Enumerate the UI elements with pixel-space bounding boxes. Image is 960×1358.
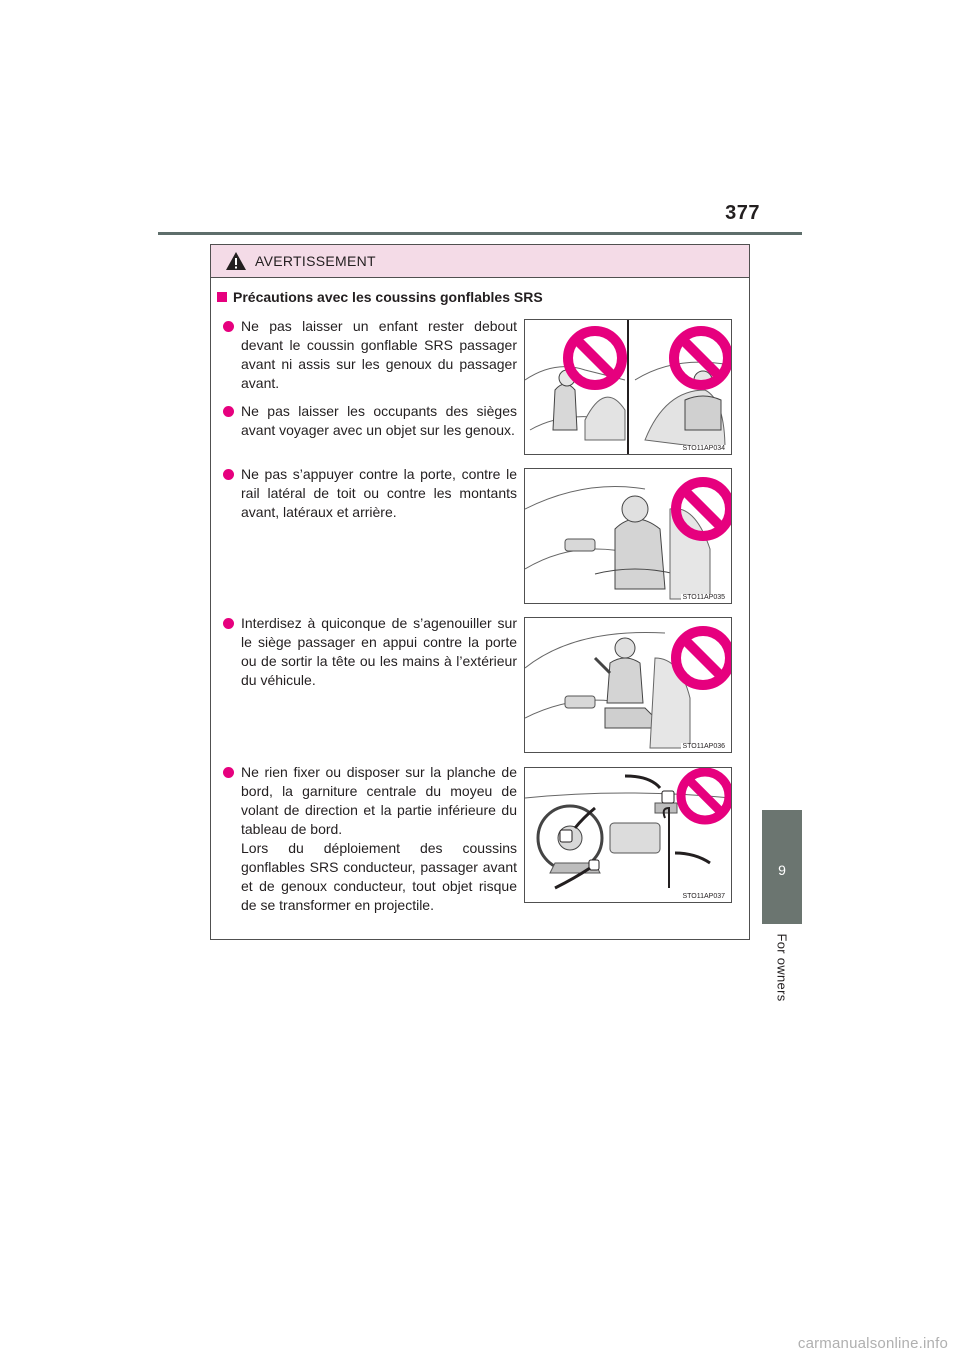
chapter-tab — [762, 810, 802, 924]
figure-caption: STO11AP036 — [682, 743, 725, 750]
bullet-dot-icon — [223, 618, 234, 629]
warning-item — [223, 763, 517, 915]
section-heading-text: Précautions avec les coussins gonflables SRS — [233, 289, 543, 305]
page-number: 377 — [725, 202, 760, 224]
watermark: carmanualsonline.info — [797, 1335, 948, 1352]
warning-title: AVERTISSEMENT — [255, 253, 376, 269]
warning-box — [210, 244, 750, 940]
prohibition-icon — [676, 631, 730, 685]
warning-item — [223, 317, 517, 440]
prohibition-icon — [676, 482, 730, 536]
section-heading — [217, 289, 543, 305]
warning-paragraph: Ne rien fixer ou disposer sur la planche de bord, la garniture centrale du moyeu de volant de direction et la partie inférieure du tableau de bord. Lors du déploiement des coussins gonflables SRS conducteur, passager avant et de genoux conducteur, tout objet risque de se transformer en projectile. — [223, 763, 517, 915]
warning-paragraph: Interdisez à quiconque de s’agenouiller sur le siège passager en appui contre la porte ou de sortir la tête ou les mains à l’extérieur du véhicule. — [223, 614, 517, 690]
warning-item — [223, 614, 517, 690]
prohibition-icon — [681, 772, 729, 820]
warning-paragraph: Ne pas laisser les occupants des sièges avant voyager avec un objet sur les genoux. — [223, 402, 517, 440]
figure-caption: STO11AP037 — [682, 893, 725, 900]
prohibition-icon — [568, 331, 622, 385]
square-bullet-icon — [217, 292, 227, 302]
header-rule — [158, 232, 802, 235]
illustration-leaning-on-door — [525, 469, 731, 603]
chapter-label-wrap — [772, 930, 792, 1010]
figure-child-front-seat — [524, 319, 732, 455]
bullet-dot-icon — [223, 406, 234, 417]
warning-paragraph: Ne pas laisser un enfant rester debout devant le coussin gonflable SRS passager avant ni assis sur les genoux du passager avant. — [223, 317, 517, 393]
figure-leaning-on-door — [524, 468, 732, 604]
bullet-dot-icon — [223, 469, 234, 480]
figure-objects-on-dashboard — [524, 767, 732, 903]
illustration-kneeling-on-seat — [525, 618, 731, 752]
figure-kneeling-on-seat — [524, 617, 732, 753]
bullet-dot-icon — [223, 767, 234, 778]
chapter-label: For owners — [774, 933, 790, 1002]
warning-item — [223, 465, 517, 522]
illustration-child-front-seat — [525, 320, 731, 454]
warning-header — [211, 245, 749, 278]
bullet-dot-icon — [223, 321, 234, 332]
figure-caption: STO11AP035 — [682, 594, 725, 601]
warning-paragraph: Ne pas s’appuyer contre la porte, contre le rail latéral de toit ou contre les montants avant, latéraux et arrière. — [223, 465, 517, 522]
figure-caption: STO11AP034 — [682, 445, 725, 452]
chapter-number: 9 — [778, 862, 786, 878]
warning-triangle-icon — [225, 251, 247, 271]
illustration-objects-on-dashboard — [525, 768, 731, 902]
